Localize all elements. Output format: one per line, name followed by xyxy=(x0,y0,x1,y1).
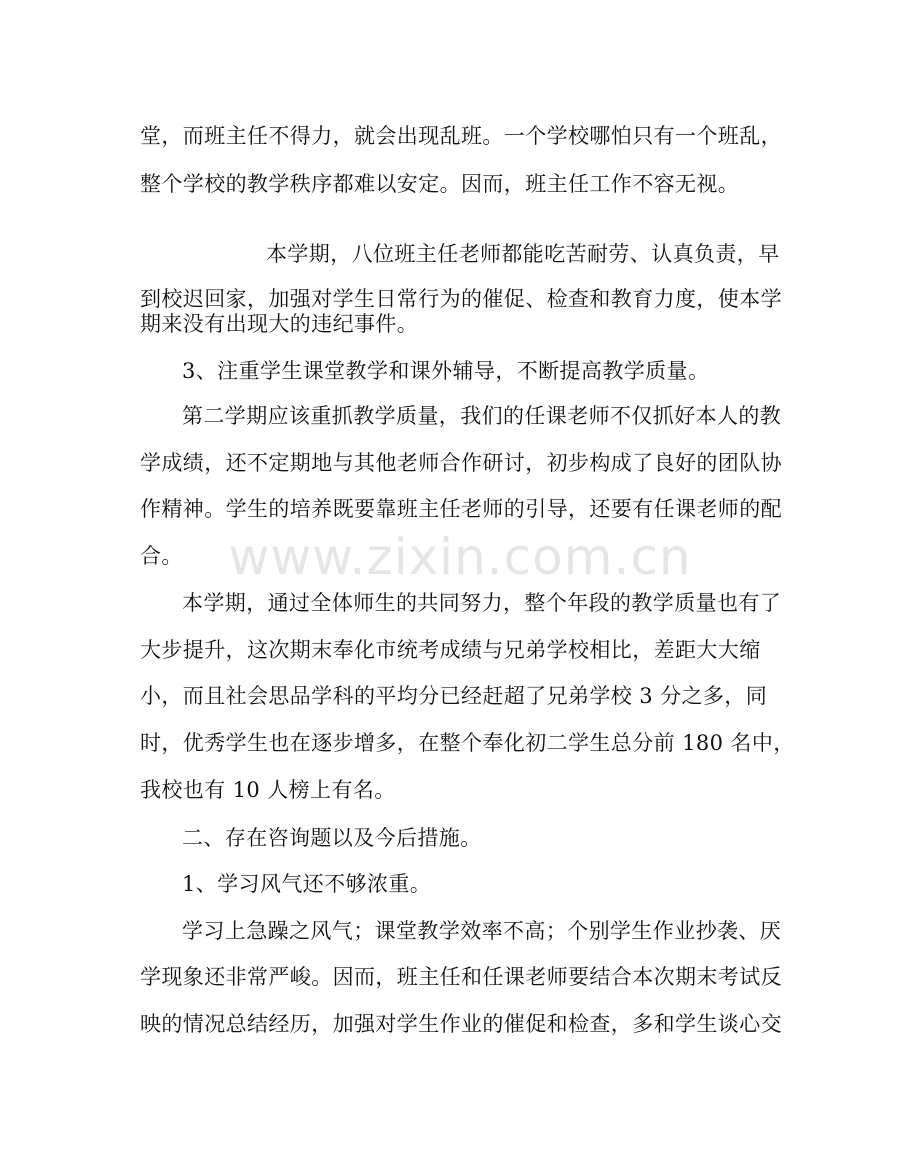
text-line: 本学期，通过全体师生的共同努力，整个年段的教学质量也有了 xyxy=(182,591,782,615)
watermark: www.zixin.com.cn xyxy=(228,528,692,586)
text-line: 第二学期应该重抓教学质量，我们的任课老师不仅抓好本人的教 xyxy=(182,404,782,428)
text-line: 堂，而班主任不得力，就会出现乱班。一个学校哪怕只有一个班乱， xyxy=(140,124,782,148)
text-line: 时，优秀学生也在逐步增多，在整个奉化初二学生总分前 180 名中， xyxy=(140,731,795,755)
text-line: 学成绩，还不定期地与其他老师合作研讨，初步构成了良好的团队协 xyxy=(140,451,782,475)
text-line: 大步提升，这次期末奉化市统考成绩与兄弟学校相比，差距大大缩 xyxy=(140,638,761,662)
text-line: 学现象还非常严峻。因而，班主任和任课老师要结合本次期末考试反 xyxy=(140,965,782,989)
text-line: 作精神。学生的培养既要靠班主任老师的引导，还要有任课老师的配 xyxy=(140,497,782,521)
text-line: 本学期，八位班主任老师都能吃苦耐劳、认真负责，早 xyxy=(266,242,780,266)
text-line: 映的情况总结经历，加强对学生作业的催促和检查，多和学生谈心交 xyxy=(140,1012,782,1036)
text-line: 二、存在咨询题以及今后措施。 xyxy=(182,826,482,850)
text-line: 学习上急躁之风气；课堂教学效率不高；个别学生作业抄袭、厌 xyxy=(182,919,782,943)
text-line: 3、注重学生课堂教学和课外辅导，不断提高教学质量。 xyxy=(182,359,710,383)
text-line: 小，而且社会思品学科的平均分已经赶超了兄弟学校 3 分之多，同 xyxy=(140,684,768,708)
text-line: 整个学校的教学秩序都难以安定。因而，班主任工作不容无视。 xyxy=(140,172,740,196)
text-line: 到校迟回家，加强对学生日常行为的催促、检查和教育力度，使本学 xyxy=(140,287,782,311)
text-line: 1、学习风气还不够浓重。 xyxy=(182,872,432,896)
text-line: 合。 xyxy=(140,544,183,568)
text-line: 我校也有 10 人榜上有名。 xyxy=(140,778,396,802)
text-line: 期来没有出现大的违纪事件。 xyxy=(140,312,419,336)
